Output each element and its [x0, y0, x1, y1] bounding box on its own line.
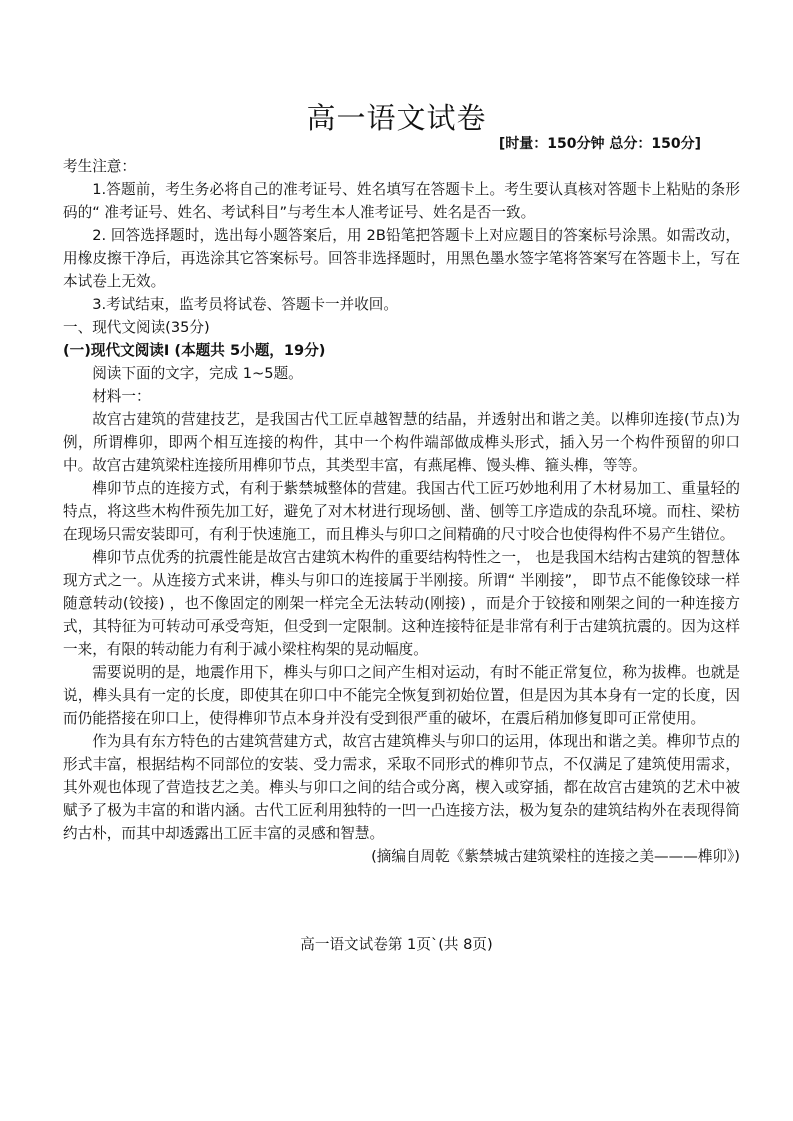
passage-source: (摘编自周乾《紫禁城古建筑梁柱的连接之美———榫卯》) [371, 848, 740, 865]
section-instruction: 阅读下面的文字，完成 1~5题。 [92, 365, 303, 382]
passage-paragraph: 榫卯节点的连接方式，有利于紫禁城整体的营建。我国古代工匠巧妙地利用了木材易加工、重量轻的特点，将这些木构件预先加工好，避免了对木材进行现场刨、凿、刨等工序造成的杂乱环境。而柱、梁枋在现场只需安装即可，有利于快速施工，而且榫头与卯口之间精确的尺寸咬合也使得构件不易产生错位。 [63, 480, 740, 543]
notice-item: 3.考试结束，监考员将试卷、答题卡一并收回。 [92, 296, 398, 313]
material-label: 材料一： [92, 388, 151, 405]
exam-meta: [时量：150分钟 总分：150分] [498, 136, 701, 152]
passage-paragraph: 榫卯节点优秀的抗震性能是故宫古建筑木构件的重要结构特性之一， 也是我国木结构古建筑的智慧体现方式之一。从连接方式来讲，榫头与卯口的连接属于半刚接。所谓“ 半刚接”， 即节点不能像铰球一样随意转动(铰接) ，也不像固定的刚架一样完全无法转动(刚接) ，而是介于铰接和刚架之间的一种连接方式，其特征为可转动可承受弯矩，但受到一定限制。这种连接特征是非常有利于古建筑抗震的。因为这样一来，有限的转动能力有利于减小梁柱构架的晃动幅度。 [63, 549, 740, 658]
page-footer: 高一语文试卷第 1页`(共 8页) [300, 936, 493, 953]
passage-paragraph: 故宫古建筑的营建技艺，是我国古代工匠卓越智慧的结晶，并透射出和谐之美。以榫卯连接(节点)为例，所谓榫卯，即两个相互连接的构件，其中一个构件端部做成榫头形式，插入另一个构件预留的卯口中。故宫古建筑梁柱连接所用榫卯节点，其类型丰富，有燕尾榫、馒头榫、箍头榫，等等。 [63, 411, 740, 474]
notice-item: 1.答题前，考生务必将自己的准考证号、姓名填写在答题卡上。考生要认真核对答题卡上粘贴的条形码的“ 准考证号、姓名、考试科目”与考生本人准考证号、姓名是否一致。 [63, 181, 740, 221]
passage-paragraph: 需要说明的是，地震作用下，榫头与卯口之间产生相对运动，有时不能正常复位，称为拔榫。也就是说，榫头具有一定的长度，即使其在卯口中不能完全恢复到初始位置，但是因为其本身有一定的长度，因而仍能搭接在卯口上，使得榫卯节点本身并没有受到很严重的破坏，在震后稍加修复即可正常使用。 [63, 664, 740, 727]
passage-paragraph: 作为具有东方特色的古建筑营建方式，故宫古建筑榫头与卯口的运用，体现出和谐之美。榫卯节点的形式丰富，根据结构不同部位的安装、受力需求，采取不同形式的榫卯节点，不仅满足了建筑使用需求，其外观也体现了营造技艺之美。榫头与卯口之间的结合或分离，楔入或穿插，都在故宫古建筑的艺术中被赋予了极为丰富的和谐内涵。古代工匠利用独特的一凹一凸连接方法，极为复杂的建筑结构外在表现得简约古朴，而其中却透露出工匠丰富的灵感和智慧。 [63, 733, 740, 842]
notice-item: 2. 回答选择题时，选出每小题答案后，用 2B铅笔把答题卡上对应题目的答案标号涂黑。如需改动，用橡皮擦干净后，再选涂其它答案标号。回答非选择题时，用黑色墨水签字笔将答案写在答题卡上，写在本试卷上无效。 [63, 227, 740, 290]
section-subheading: (一)现代文阅读Ⅰ (本题共 5小题，19分) [63, 342, 326, 359]
page-title: 高一语文试卷 [306, 101, 487, 135]
section-heading: 一、现代文阅读(35分) [63, 319, 210, 336]
page-content [63, 155, 740, 868]
notice-heading: 考生注意： [63, 158, 136, 175]
